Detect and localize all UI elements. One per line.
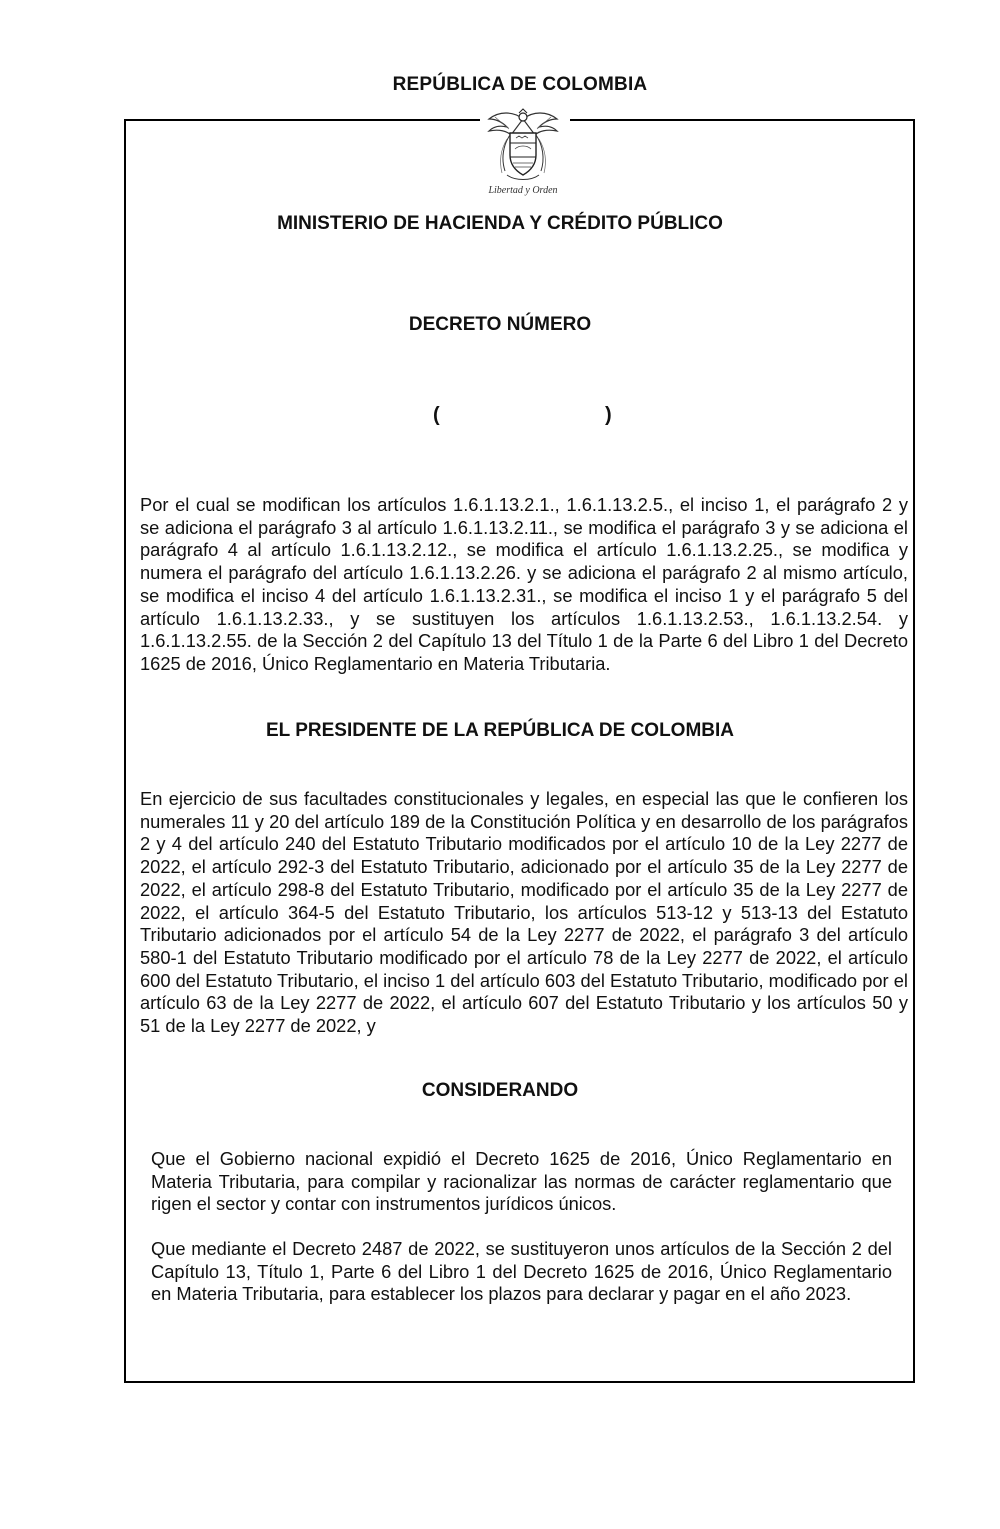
consideration-paragraph-1: Que el Gobierno nacional expidió el Decreto 1625 de 2016, Único Reglamentario en Materia Tributaria, para compilar y racionalizar las normas de carácter reglamentario que rigen el sector y contar con instrumentos jurídicos únicos.: [151, 1148, 892, 1215]
country-title: REPÚBLICA DE COLOMBIA: [392, 74, 648, 95]
decree-number-label: DECRETO NÚMERO: [408, 314, 592, 335]
president-heading: EL PRESIDENTE DE LA REPÚBLICA DE COLOMBIA: [266, 720, 734, 741]
decree-number-open-paren: (: [433, 404, 440, 426]
ministry-heading: MINISTERIO DE HACIENDA Y CRÉDITO PÚBLICO: [277, 213, 723, 234]
legal-powers-paragraph: En ejercicio de sus facultades constitucionales y legales, en especial las que le confieren los numerales 11 y 20 del artículo 189 de la Constitución Política y en desarrollo de los parágrafos 2 y 4 del artículo 240 del Estatuto Tributario modificados por el artículo 10 de la Ley 2277 de 2022, el artículo 292-3 del Estatuto Tributario, adicionado por el artículo 35 de la Ley 2277 de 2022, el artículo 298-8 del Estatuto Tributario, modificado por el artículo 35 de la Ley 2277 de 2022, el artículo 364-5 del Estatuto Tributario, los artículos 513-12 y 513-13 del Estatuto Tributario adicionados por el artículo 54 de la Ley 2277 de 2022, el parágrafo 3 del artículo 580-1 del Estatuto Tributario modificado por el artículo 78 de la Ley 2277 de 2022, el artículo 600 del Estatuto Tributario, el inciso 1 del artículo 603 del Estatuto Tributario, modificado por el artículo 63 de la Ley 2277 de 2022, el artículo 607 del Estatuto Tributario y los artículos 50 y 51 de la Ley 2277 de 2022, y: [140, 788, 908, 1037]
coat-of-arms-seal: [483, 105, 563, 201]
consideration-paragraph-2: Que mediante el Decreto 2487 de 2022, se sustituyeron unos artículos de la Sección 2 del Capítulo 13, Título 1, Parte 6 del Libro 1 del Decreto 1625 de 2016, Único Reglamentario en Materia Tributaria, para establecer los plazos para declarar y pagar en el año 2023.: [151, 1238, 892, 1305]
coat-of-arms-icon: [483, 105, 563, 185]
decree-summary: Por el cual se modifican los artículos 1.6.1.13.2.1., 1.6.1.13.2.5., el inciso 1, el parágrafo 2 y se adiciona el parágrafo 3 al artículo 1.6.1.13.2.11., se modifica el parágrafo 3 y se adiciona el parágrafo 4 al artículo 1.6.1.13.2.12., se modifica el artículo 1.6.1.13.2.25., se modifica y numera el parágrafo del artículo 1.6.1.13.2.26. y se adiciona el parágrafo 2 al mismo artículo, se modifica el inciso 4 del artículo 1.6.1.13.2.31., se modifica el inciso 1 y el parágrafo 5 del artículo 1.6.1.13.2.33., y se sustituyen los artículos 1.6.1.13.2.53., 1.6.1.13.2.54. y 1.6.1.13.2.55. de la Sección 2 del Capítulo 13 del Título 1 de la Parte 6 del Libro 1 del Decreto 1625 de 2016, Único Reglamentario en Materia Tributaria.: [140, 494, 908, 674]
considering-heading: CONSIDERANDO: [421, 1080, 579, 1101]
seal-motto: Libertad y Orden: [488, 185, 558, 196]
decree-number-close-paren: ): [605, 404, 612, 426]
